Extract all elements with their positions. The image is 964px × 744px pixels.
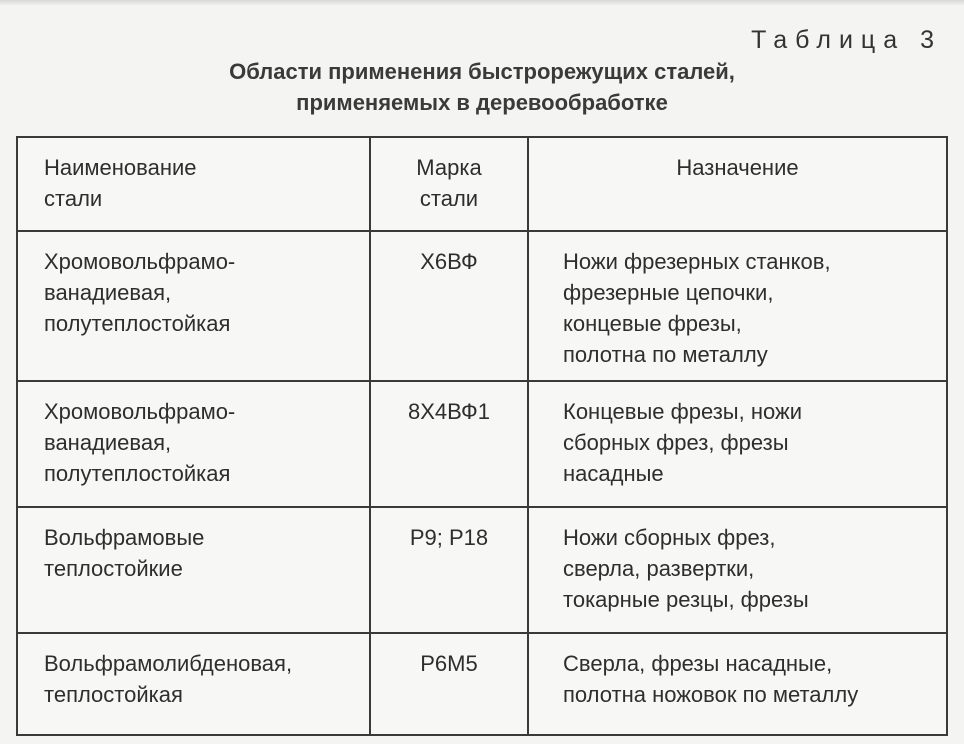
scan-edge <box>0 0 964 6</box>
cell-steel-name <box>18 508 369 632</box>
caption-line: Области применения быстрорежущих сталей, <box>229 59 735 84</box>
cell-text: Р6М5 <box>420 651 478 676</box>
cell-steel-grade <box>369 232 527 380</box>
cell-text: теплостойкие <box>44 556 183 581</box>
cell-text: Хромовольфрамо- <box>44 249 236 274</box>
cell-purpose <box>527 634 946 734</box>
cell-text: концевые фрезы, <box>563 311 742 336</box>
cell-text: Х6ВФ <box>420 249 478 274</box>
cell-text: сборных фрез, фрезы <box>563 430 789 455</box>
caption-line: применяемых в деревообработке <box>296 90 668 115</box>
cell-text: ванадиевая, <box>44 430 172 455</box>
cell-text: Ножи сборных фрез, <box>563 525 776 550</box>
table-number: Таблица 3 <box>751 26 942 54</box>
cell-text: Вольфрамовые <box>44 525 205 550</box>
cell-text: теплостойкая <box>44 682 183 707</box>
header-text: стали <box>44 186 103 211</box>
cell-text: полутеплостойкая <box>44 311 231 336</box>
cell-steel-grade <box>369 634 527 734</box>
steel-table <box>16 136 948 736</box>
header-text: Назначение <box>676 155 799 180</box>
cell-steel-name <box>18 634 369 734</box>
cell-steel-name <box>18 382 369 506</box>
table-row <box>18 508 946 634</box>
cell-purpose <box>527 232 946 380</box>
cell-text: сверла, развертки, <box>563 556 755 581</box>
cell-text: насадные <box>563 461 664 486</box>
header-text: стали <box>419 186 479 211</box>
header-cell-grade <box>369 138 527 230</box>
cell-text: 8Х4ВФ1 <box>407 399 491 424</box>
cell-text: полотна по металлу <box>563 342 768 367</box>
header-cell-name <box>18 138 369 230</box>
cell-text: Вольфрамолибденовая, <box>44 651 293 676</box>
header-cell-purpose <box>527 138 946 230</box>
cell-steel-grade <box>369 382 527 506</box>
cell-text: полутеплостойкая <box>44 461 231 486</box>
table-header-row <box>18 138 946 232</box>
table-row <box>18 634 946 734</box>
cell-text: Ножи фрезерных станков, <box>563 249 831 274</box>
table-caption <box>0 56 964 118</box>
cell-text: ванадиевая, <box>44 280 172 305</box>
cell-text: токарные резцы, фрезы <box>563 587 809 612</box>
header-text: Марка <box>416 155 482 180</box>
header-text: Наименование <box>44 155 197 180</box>
cell-text: Сверла, фрезы насадные, <box>563 651 833 676</box>
cell-text: Р9; Р18 <box>409 525 489 550</box>
cell-steel-name <box>18 232 369 380</box>
cell-purpose <box>527 382 946 506</box>
table-row <box>18 232 946 382</box>
cell-text: фрезерные цепочки, <box>563 280 774 305</box>
cell-text: Хромовольфрамо- <box>44 399 236 424</box>
table-row <box>18 382 946 508</box>
cell-purpose <box>527 508 946 632</box>
cell-text: Концевые фрезы, ножи <box>563 399 802 424</box>
cell-text: полотна ножовок по металлу <box>563 682 859 707</box>
cell-steel-grade <box>369 508 527 632</box>
